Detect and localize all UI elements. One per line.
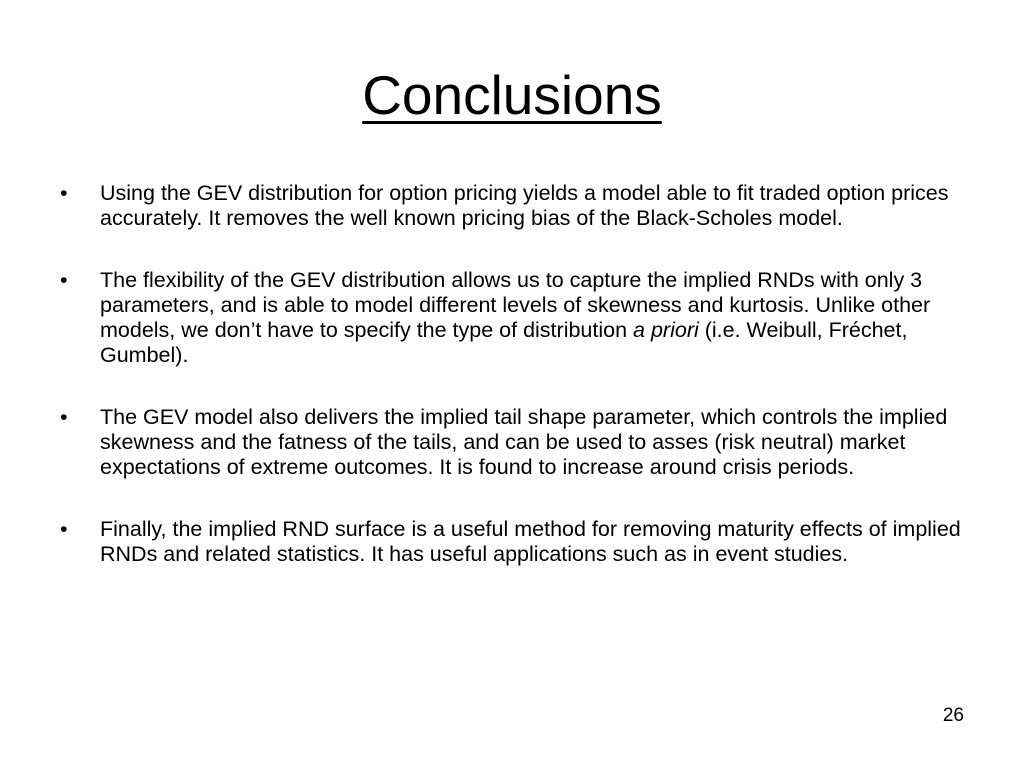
page-number: 26 bbox=[942, 705, 964, 726]
bullet-text bbox=[100, 181, 949, 230]
bullet-marker: • bbox=[60, 268, 68, 292]
bullet-item bbox=[60, 268, 965, 368]
slide-title: Conclusions bbox=[362, 64, 662, 126]
bullet-marker: • bbox=[60, 517, 68, 541]
bullet-text-italic: a priori bbox=[633, 318, 699, 342]
bullet-marker: • bbox=[60, 405, 68, 429]
bullet-text bbox=[100, 405, 947, 479]
bullet-text-segment: Finally, the implied RND surface is a useful method for removing maturity effects of implied RNDs and related statistics. It has useful applications such as in event studies. bbox=[100, 517, 961, 566]
bullet-list bbox=[60, 181, 965, 604]
bullet-text-segment: The flexibility of the GEV distribution allows us to capture the implied RNDs with only 3 parameters, and is able to model different levels of skewness and kurtosis. Unlike other models, we don’t have to specify the type of distribution bbox=[100, 268, 931, 342]
bullet-text-segment: The GEV model also delivers the implied tail shape parameter, which controls the implied skewness and the fatness of the tails, and can be used to asses (risk neutral) market expectations of extreme outcomes. It is found to increase around crisis periods. bbox=[100, 405, 948, 479]
bullet-item bbox=[60, 405, 965, 480]
bullet-marker: • bbox=[60, 181, 68, 205]
bullet-item bbox=[60, 517, 965, 567]
bullet-text-segment: (i.e. Weibull, Fréchet, Gumbel). bbox=[100, 318, 908, 367]
bullet-item bbox=[60, 181, 965, 231]
bullet-text bbox=[100, 268, 930, 367]
bullet-text bbox=[100, 517, 961, 566]
bullet-text-segment: Using the GEV distribution for option pricing yields a model able to fit traded option prices accurately. It removes the well known pricing bias of the Black-Scholes model. bbox=[100, 181, 949, 230]
